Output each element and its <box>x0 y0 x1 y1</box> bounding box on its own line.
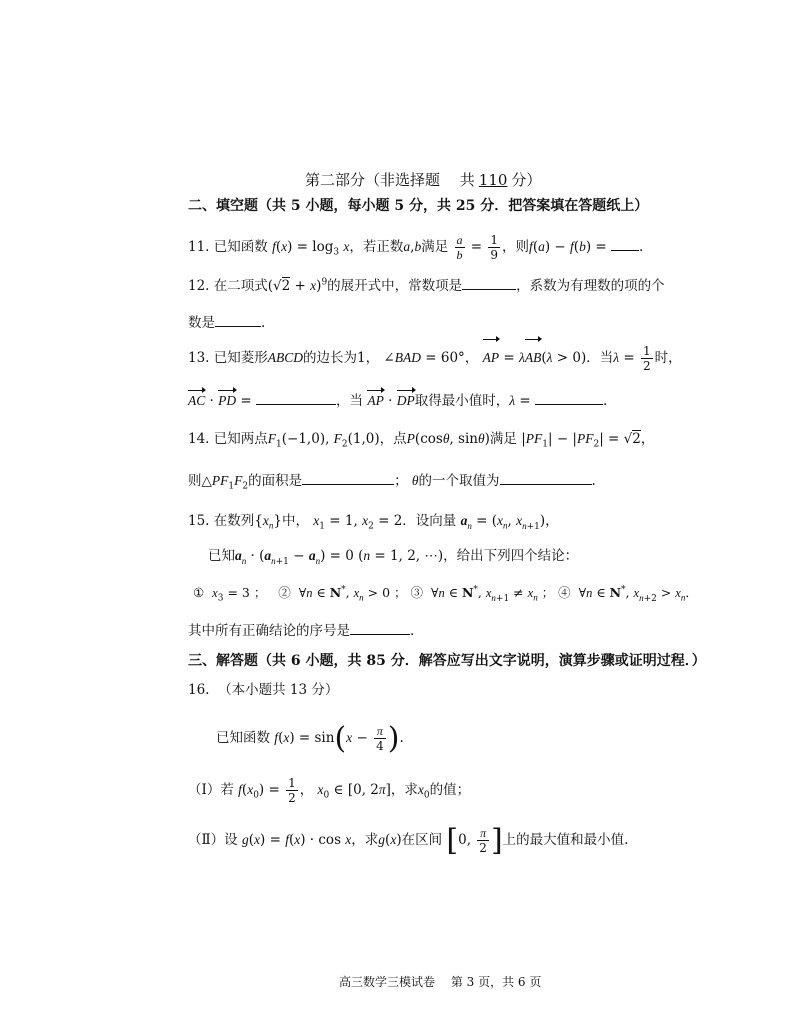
answer-blank[interactable] <box>611 236 639 251</box>
question-11: 11. 已知函数 $f(x) = \log_3 x$，若正数a,b满足 $\frac{a}{b}$ = $\frac{1}{9}$ ，则f(a) − f(b) = . <box>188 233 644 262</box>
answer-blank[interactable] <box>302 470 394 485</box>
q15-text: . <box>410 623 415 639</box>
section-heading-solve <box>188 652 706 670</box>
section-title: 二、填空题 <box>188 198 258 214</box>
q15-text: ， <box>545 513 559 529</box>
q12-text: 在二项式 <box>213 278 268 294</box>
q16-text: ，求 <box>351 832 379 848</box>
answer-blank[interactable] <box>535 390 603 405</box>
q11-text: ，则 <box>502 239 530 255</box>
q15-text: ．设向量 <box>402 513 457 529</box>
q12-text: . <box>261 315 266 331</box>
q14-text: 已知两点 <box>213 431 268 447</box>
part-title-end: 分） <box>511 171 542 189</box>
q14-text: ，点 <box>379 431 407 447</box>
q15-text: 其中所有正确结论的序号是 <box>188 623 350 639</box>
page-footer <box>339 973 541 991</box>
question-15-ask <box>188 620 414 640</box>
question-score: （本小题共 13 分） <box>218 682 339 698</box>
q13-text: ， <box>365 350 380 366</box>
q16-text: ，求 <box>390 782 418 798</box>
q14-text: 则 <box>188 473 202 489</box>
q14-text: 的一个取值为 <box>418 473 500 489</box>
question-number: 12. <box>188 278 210 294</box>
q15-text: ，给出下列四个结论： <box>443 548 579 564</box>
answer-blank[interactable] <box>500 470 592 485</box>
section-heading-fill-in <box>188 197 648 215</box>
q13-text: 时， <box>654 350 682 366</box>
q12-text: 的展开式中，常数项是 <box>327 278 463 294</box>
question-13: 13. 已知菱形ABCD的边长为1， ∠BAD = 60°， AP = λAB(λ > 0)．当λ = $\frac{1}{2}$ 时， <box>188 341 682 375</box>
question-number: 16. <box>188 682 210 698</box>
question-16-given: 已知函数 f(x) = sin(x − $\frac{\pi}{4}$ ). <box>216 720 404 756</box>
part-label: （Ⅱ）设 <box>188 832 238 848</box>
q13-text: 取得最小值时， <box>414 393 510 409</box>
question-number: 11. <box>188 239 210 255</box>
choice-marker: ① <box>193 585 205 600</box>
question-12: 12. 在二项式$(√2 + x)^9$的展开式中，常数项是 ，系数为有理数的项的个 <box>188 275 665 295</box>
answer-blank[interactable] <box>462 275 516 290</box>
choice-marker: ② <box>278 585 291 600</box>
question-16-part-1: （Ⅰ）若 $f(x_0)$ = $\frac{1}{2}$ ， $x_0$ ∈ [0, 2π]，求$x_0$的值； <box>188 776 471 805</box>
q13-text: ， <box>464 350 479 366</box>
q13-text: ，当 <box>336 393 364 409</box>
section-desc: （共 6 小题，共 85 分．解答应写出文字说明，演算步骤或证明过程．） <box>258 653 706 669</box>
question-15: 15. 在数列$\{x_n\}$中， $x_1 = 1$, $x_2 = 2$．设向量 $a_n = (x_n$, $x_{n+1}$)， <box>188 513 559 532</box>
q13-text: 已知菱形 <box>213 350 268 366</box>
part-title-text: 第二部分（非选择题 共 <box>305 171 475 189</box>
question-12-cont <box>188 312 265 332</box>
q14-text: . <box>591 473 596 489</box>
question-16-part-2: （Ⅱ）设 g(x) = f(x) · cos x，求g(x)在区间 [0, $\frac{\pi}{2}$ ]上的最大值和最小值. <box>188 822 629 858</box>
q15-text: 在数列 <box>213 513 255 529</box>
choice-marker: ③ <box>410 585 424 600</box>
question-14-cont: 则$\triangle PF_1F_2$的面积是 ； θ的一个取值为 . <box>188 470 596 490</box>
q11-text: 满足 <box>421 239 449 255</box>
answer-blank[interactable] <box>215 312 261 327</box>
answer-blank[interactable] <box>256 390 336 405</box>
q13-text: 的边长为 <box>303 350 358 366</box>
part-score: 110 <box>478 171 508 189</box>
q11-text: ，若正数 <box>349 239 404 255</box>
q16-text: ， <box>299 782 314 798</box>
q16-text: 上的最大值和最小值. <box>502 832 629 848</box>
q14-text: ； <box>394 473 408 489</box>
q11-text: 已知函数 <box>213 239 268 255</box>
question-number: 13. <box>188 350 210 366</box>
question-number: 15. <box>188 513 210 529</box>
part-label: （Ⅰ）若 <box>188 782 234 798</box>
q13-text: ．当 <box>586 350 614 366</box>
q14-text: 的面积是 <box>248 473 303 489</box>
q16-text: 在区间 <box>401 832 443 848</box>
q11-text: . <box>638 239 644 255</box>
question-16-header <box>188 681 338 699</box>
q12-text: ，系数为有理数的项的个 <box>516 278 665 294</box>
q13-text: . <box>602 393 608 409</box>
choice-marker: ④ <box>558 585 571 600</box>
question-15-choices: ① $x_3 = 3$ ； ② ∀n ∈ N*, $x_n > 0$ ； ③ ∀n ∈ N*, $x_{n+1} \ne x_n$ ； ④ ∀n ∈ N*, $x_{n+2} > x_n$． <box>193 584 698 604</box>
answer-blank[interactable] <box>350 620 410 635</box>
q14-text: 满足 <box>489 431 517 447</box>
q16-text: 已知函数 <box>216 730 270 746</box>
section-desc: （共 5 小题，每小题 5 分，共 25 分．把答案填在答题纸上） <box>258 198 649 214</box>
question-15-given: 已知$a_n \cdot (a_{n+1} - a_n) = 0$ (n = 1, 2, ⋯)，给出下列四个结论： <box>208 548 579 567</box>
question-14: 14. 已知两点$F_1(-1,0)$, $F_2(1,0)$，点P(cosθ, sinθ)满足 $|PF_1| - |PF_2| = √2$， <box>188 431 655 450</box>
q14-text: ， <box>640 431 655 447</box>
q15-text: 已知 <box>208 548 235 564</box>
part-title <box>305 171 541 189</box>
section-title: 三、解答题 <box>188 653 258 669</box>
q15-text: 中， <box>281 513 309 529</box>
footer-text: 高三数学三模试卷 第 3 页，共 6 页 <box>339 975 542 989</box>
q16-text: 的值； <box>429 782 471 798</box>
q12-text: 数是 <box>188 315 215 331</box>
question-number: 14. <box>188 431 210 447</box>
question-13-cont: AC · PD = ，当 AP · DP取得最小值时，λ = . <box>188 390 607 410</box>
